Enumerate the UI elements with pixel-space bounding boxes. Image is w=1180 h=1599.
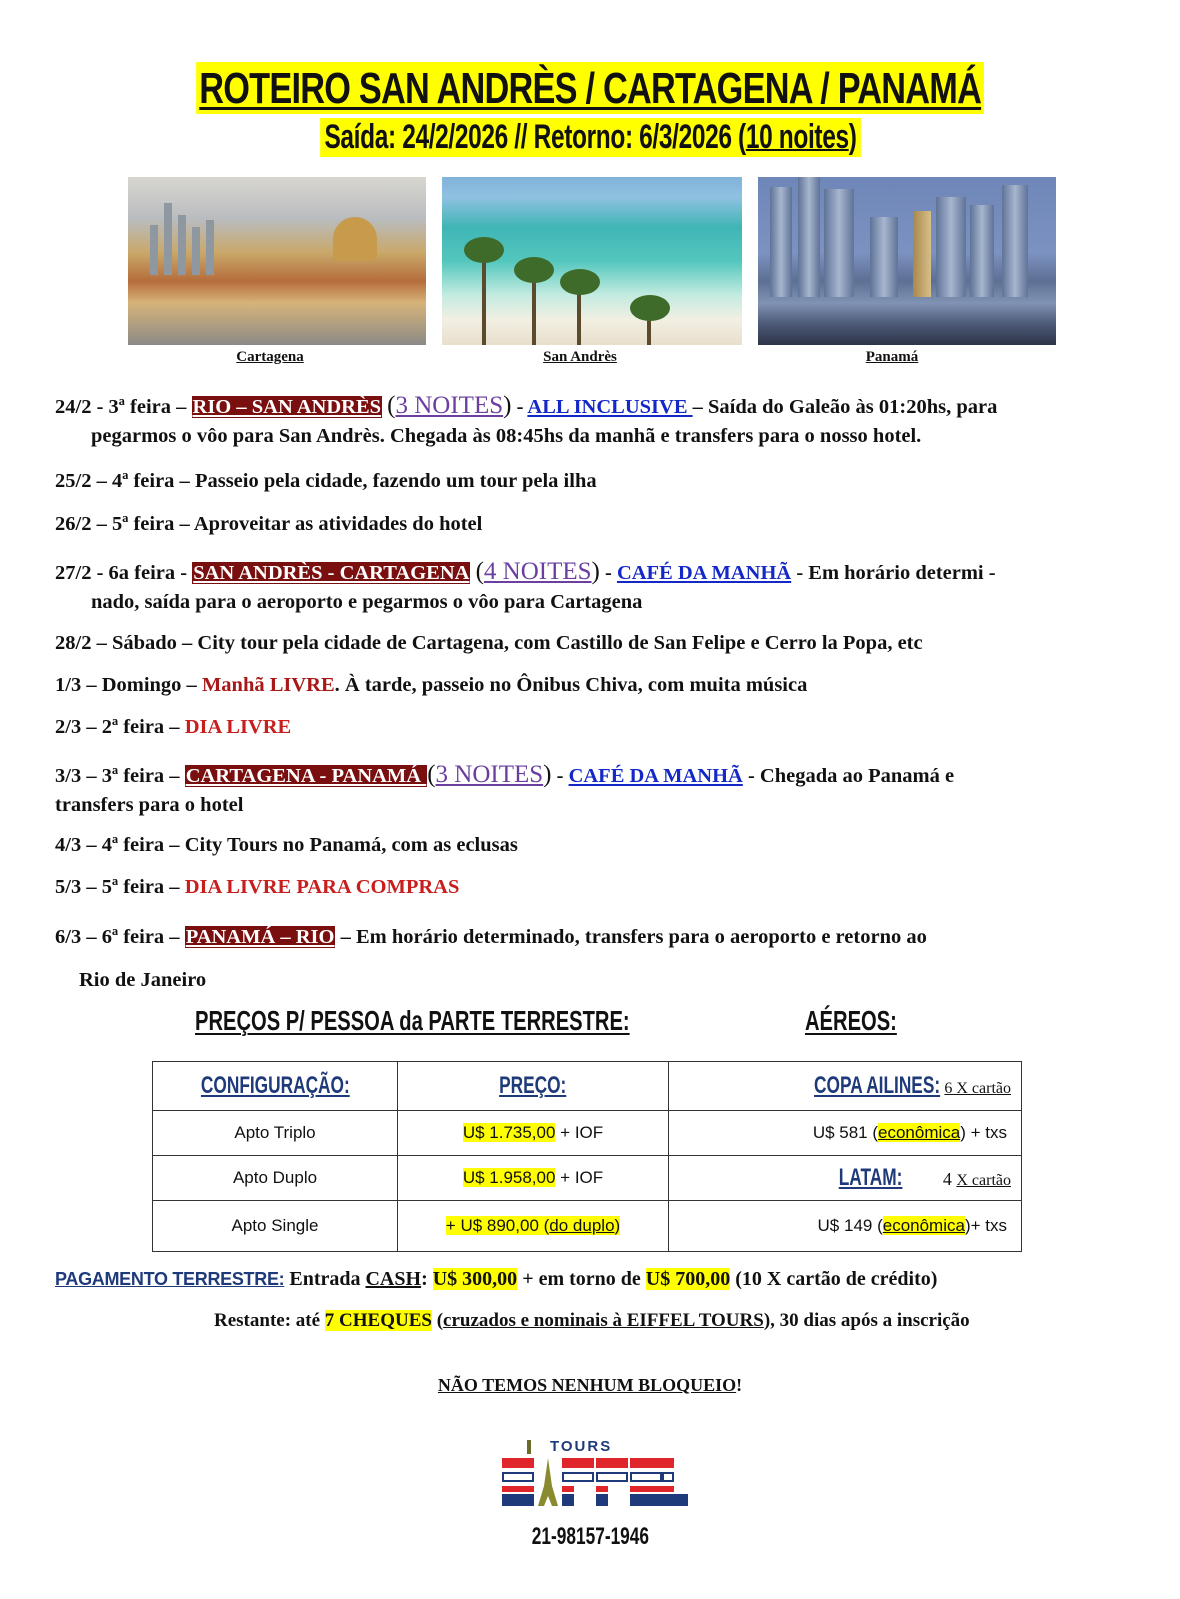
itinerary-text-cont: transfers para o hotel: [55, 794, 244, 816]
skyline-tower: [164, 203, 172, 275]
itinerary-day: 6/3 – 6ª feira –: [55, 926, 185, 948]
itinerary-text: - Em horário determi -: [791, 562, 996, 584]
cell-air: [669, 1111, 1022, 1156]
cell-config: Apto Triplo: [153, 1111, 398, 1156]
itinerary-text: City Tours no Panamá, com as eclusas: [184, 834, 518, 856]
skyline-tower: [192, 227, 200, 275]
itinerary-item: [55, 760, 1145, 820]
price-table: [152, 1061, 1022, 1252]
logo-tours-text: TOURS: [550, 1438, 613, 1455]
separator: -: [511, 396, 528, 418]
photo-caption: San Andrès: [543, 349, 617, 365]
separator: -: [551, 765, 569, 787]
payment-label: PAGAMENTO TERRESTRE:: [55, 1269, 285, 1289]
logo-letter-e: [502, 1458, 534, 1506]
itinerary-item: [55, 629, 1145, 658]
trip-dates: [0, 118, 1180, 157]
payment-amount-cash: U$ 300,00: [432, 1268, 518, 1290]
itinerary-route: SAN ANDRÈS - CARTAGENA: [193, 562, 470, 584]
price-value-box: [446, 1216, 620, 1235]
itinerary-nights: 3 NOITES: [395, 392, 504, 419]
price-value: + U$ 890,00 (: [445, 1216, 550, 1235]
skyscraper: [798, 177, 820, 297]
price-value: U$ 1.958,00: [462, 1168, 556, 1187]
header-price: [398, 1062, 669, 1111]
cell-price: [398, 1201, 669, 1252]
cartagena-image: [128, 177, 426, 345]
logo-letter-tower: [536, 1458, 560, 1506]
payment-cheques: 7 CHEQUES: [324, 1310, 432, 1331]
payment-text: (: [431, 1310, 444, 1331]
skyline-tower: [206, 220, 214, 275]
itinerary-text: - Chegada ao Panamá e: [742, 765, 955, 787]
itinerary-text: – Em horário determinado, transfers para o aeroporto e retorno ao: [335, 926, 927, 948]
destination-photos: [128, 177, 1056, 347]
payment-text: ), 30 dias após a inscrição: [763, 1310, 970, 1331]
eiffel-tours-logo: [500, 1438, 672, 1508]
phone-number: 21-98157-1946: [531, 1523, 649, 1550]
itinerary-free-time: DIA LIVRE: [184, 716, 292, 738]
itinerary-text: – Saída do Galeão às 01:20hs, para: [692, 396, 998, 418]
payment-cheque-terms: cruzados e nominais à EIFFEL TOURS: [443, 1310, 764, 1331]
prices-title: PREÇOS P/ PESSOA da PARTE TERRESTRE:: [195, 1005, 630, 1036]
itinerary-item: [55, 713, 1145, 742]
trip-dates-close: ): [848, 118, 857, 156]
eiffel-tower-icon: [527, 1440, 531, 1454]
itinerary-item: [55, 916, 1145, 1002]
notice-bang: !: [736, 1375, 743, 1395]
itinerary-text: Passeio pela cidade, fazendo um tour pela ilha: [194, 470, 597, 492]
itinerary-day: 26/2 – 5ª feira –: [55, 513, 194, 535]
itinerary-item: [55, 873, 1145, 902]
price-suffix: + IOF: [555, 1123, 604, 1142]
skyscraper: [936, 197, 966, 297]
trip-nights: 10 noites: [745, 118, 849, 156]
payment-cash: CASH: [365, 1268, 422, 1290]
air-class: econômica: [878, 1123, 961, 1142]
paren: (: [475, 558, 484, 585]
latam-installments-num: 4: [942, 1169, 957, 1189]
trip-dates-text: Saída: 24/2/2026 // Retorno: 6/3/2026 (: [323, 118, 746, 156]
notice-text: NÃO TEMOS NENHUM BLOQUEIO: [437, 1375, 737, 1395]
table-row: [153, 1111, 1022, 1156]
table-row: [153, 1201, 1022, 1252]
price-end: ): [614, 1216, 621, 1235]
notice: [0, 1375, 1180, 1396]
itinerary-text-cont: pegarmos o vôo para San Andrès. Chegada às 08:45hs da manhã e transfers para o nosso hotel.: [91, 425, 922, 447]
itinerary-day: 1/3 – Domingo –: [55, 674, 202, 696]
cell-airline: [669, 1156, 1022, 1201]
itinerary-day: 5/3 – 5ª feira –: [55, 876, 185, 898]
air-amount: U$ 149 (: [817, 1216, 883, 1235]
payment-text: Entrada: [284, 1268, 366, 1290]
itinerary-board: ALL INCLUSIVE: [527, 396, 693, 418]
cell-config: Apto Duplo: [153, 1156, 398, 1201]
price-suffix: + IOF: [555, 1168, 604, 1187]
itinerary-day: 4/3 – 4ª feira –: [55, 834, 185, 856]
itinerary-day: 2/3 – 2ª feira –: [55, 716, 185, 738]
panama-image: [758, 177, 1056, 345]
palm-frond: [464, 237, 504, 263]
itinerary-route: PANAMÁ – RIO: [185, 926, 335, 948]
paren: ): [503, 392, 512, 419]
skyscraper: [770, 187, 792, 297]
air-suffix: ) + txs: [960, 1123, 1007, 1142]
payment-text: (10 X cartão de crédito): [730, 1268, 938, 1290]
page-title: ROTEIRO SAN ANDRÈS / CARTAGENA / PANAMÁ: [196, 62, 984, 114]
skyline-tower: [178, 215, 186, 275]
copa-installments: 6 X cartão: [944, 1080, 1011, 1097]
palm-frond: [560, 269, 600, 295]
page-title-wrap: [0, 62, 1180, 114]
paren: (: [387, 392, 396, 419]
air-class: econômica: [882, 1216, 965, 1235]
itinerary-item: [55, 831, 1145, 860]
air-suffix: )+ txs: [964, 1216, 1007, 1235]
itinerary-route: CARTAGENA - PANAMÁ: [185, 765, 427, 787]
payment-text: + em torno de: [517, 1268, 646, 1290]
itinerary-text-cont: nado, saída para o aeroporto e pegarmos o vôo para Cartagena: [91, 591, 643, 613]
itinerary-text-cont: Rio de Janeiro: [79, 969, 207, 991]
cell-config: Apto Single: [153, 1201, 398, 1252]
trip-dates-box: [320, 118, 861, 157]
skyscraper: [1002, 185, 1028, 297]
itinerary-free-time: DIA LIVRE PARA COMPRAS: [184, 876, 460, 898]
header-price-text: PREÇO:: [499, 1072, 567, 1099]
table-header-row: [153, 1062, 1022, 1111]
header-config: [153, 1062, 398, 1111]
itinerary-item: [55, 391, 1145, 451]
itinerary-day: 27/2 - 6a feira -: [55, 562, 193, 584]
latam-installments: X cartão: [956, 1172, 1011, 1189]
palm-frond: [630, 295, 670, 321]
logo-letter-f: [596, 1458, 628, 1506]
paren: ): [591, 558, 600, 585]
paren: (: [427, 761, 436, 788]
itinerary-free-time: Manhã LIVRE: [201, 674, 335, 696]
header-copa: [669, 1062, 1022, 1111]
payment-text: Restante: até: [214, 1310, 325, 1331]
photo-caption: Cartagena: [236, 349, 304, 365]
price-value: U$ 1.735,00: [462, 1123, 556, 1142]
skyline-tower: [150, 225, 158, 275]
itinerary-item: [55, 557, 1145, 617]
payment-amount-card: U$ 700,00: [645, 1268, 731, 1290]
itinerary-route: RIO – SAN ANDRÈS: [192, 396, 382, 418]
photo-caption: Panamá: [865, 349, 919, 365]
cell-price: [398, 1111, 669, 1156]
latam-label: LATAM:: [839, 1164, 903, 1191]
skyscraper: [913, 211, 931, 297]
itinerary-text: Aproveitar as atividades do hotel: [193, 513, 483, 535]
payment-rest-line: [214, 1307, 970, 1335]
eiffel-tower-icon: [536, 1458, 560, 1506]
price-note: do duplo: [549, 1216, 615, 1235]
itinerary-board: CAFÉ DA MANHÃ: [616, 562, 792, 584]
logo-letter-l: [662, 1458, 674, 1506]
skyscraper: [970, 205, 994, 297]
itinerary-day: 25/2 – 4ª feira –: [55, 470, 195, 492]
palm-frond: [514, 257, 554, 283]
itinerary-day: 3/3 – 3ª feira –: [55, 765, 185, 787]
cathedral-dome: [333, 217, 377, 261]
itinerary-item: [55, 467, 1145, 496]
logo-letter-f: [562, 1458, 594, 1506]
header-config-text: CONFIGURAÇÃO:: [200, 1072, 350, 1099]
itinerary-nights: 3 NOITES: [435, 761, 544, 788]
skyscraper: [870, 217, 898, 297]
cell-price: [398, 1156, 669, 1201]
itinerary-item: [55, 671, 1145, 700]
separator: -: [599, 562, 617, 584]
itinerary-item: [55, 510, 1145, 539]
phone-number-wrap: [0, 1523, 1180, 1551]
itinerary-day: 28/2 – Sábado –: [55, 632, 198, 654]
paren: ): [543, 761, 552, 788]
table-row: [153, 1156, 1022, 1201]
air-amount: U$ 581 (: [812, 1123, 879, 1142]
skyscraper: [824, 189, 854, 297]
header-copa-text: COPA AILINES:: [813, 1072, 940, 1099]
itinerary-text: City tour pela cidade de Cartagena, com Castillo de San Felipe e Cerro la Popa, etc: [197, 632, 923, 654]
itinerary-day: 24/2 - 3ª feira –: [55, 396, 192, 418]
cell-air: [669, 1201, 1022, 1252]
itinerary-board: CAFÉ DA MANHÃ: [568, 765, 743, 787]
itinerary-nights: 4 NOITES: [483, 558, 592, 585]
san-andres-image: [442, 177, 742, 345]
payment-text: :: [421, 1268, 433, 1290]
logo-letter-e: [630, 1458, 662, 1506]
air-title: AÉREOS:: [805, 1005, 897, 1036]
itinerary-text: . À tarde, passeio no Ônibus Chiva, com muita música: [334, 674, 808, 696]
payment-line: [55, 1265, 937, 1293]
